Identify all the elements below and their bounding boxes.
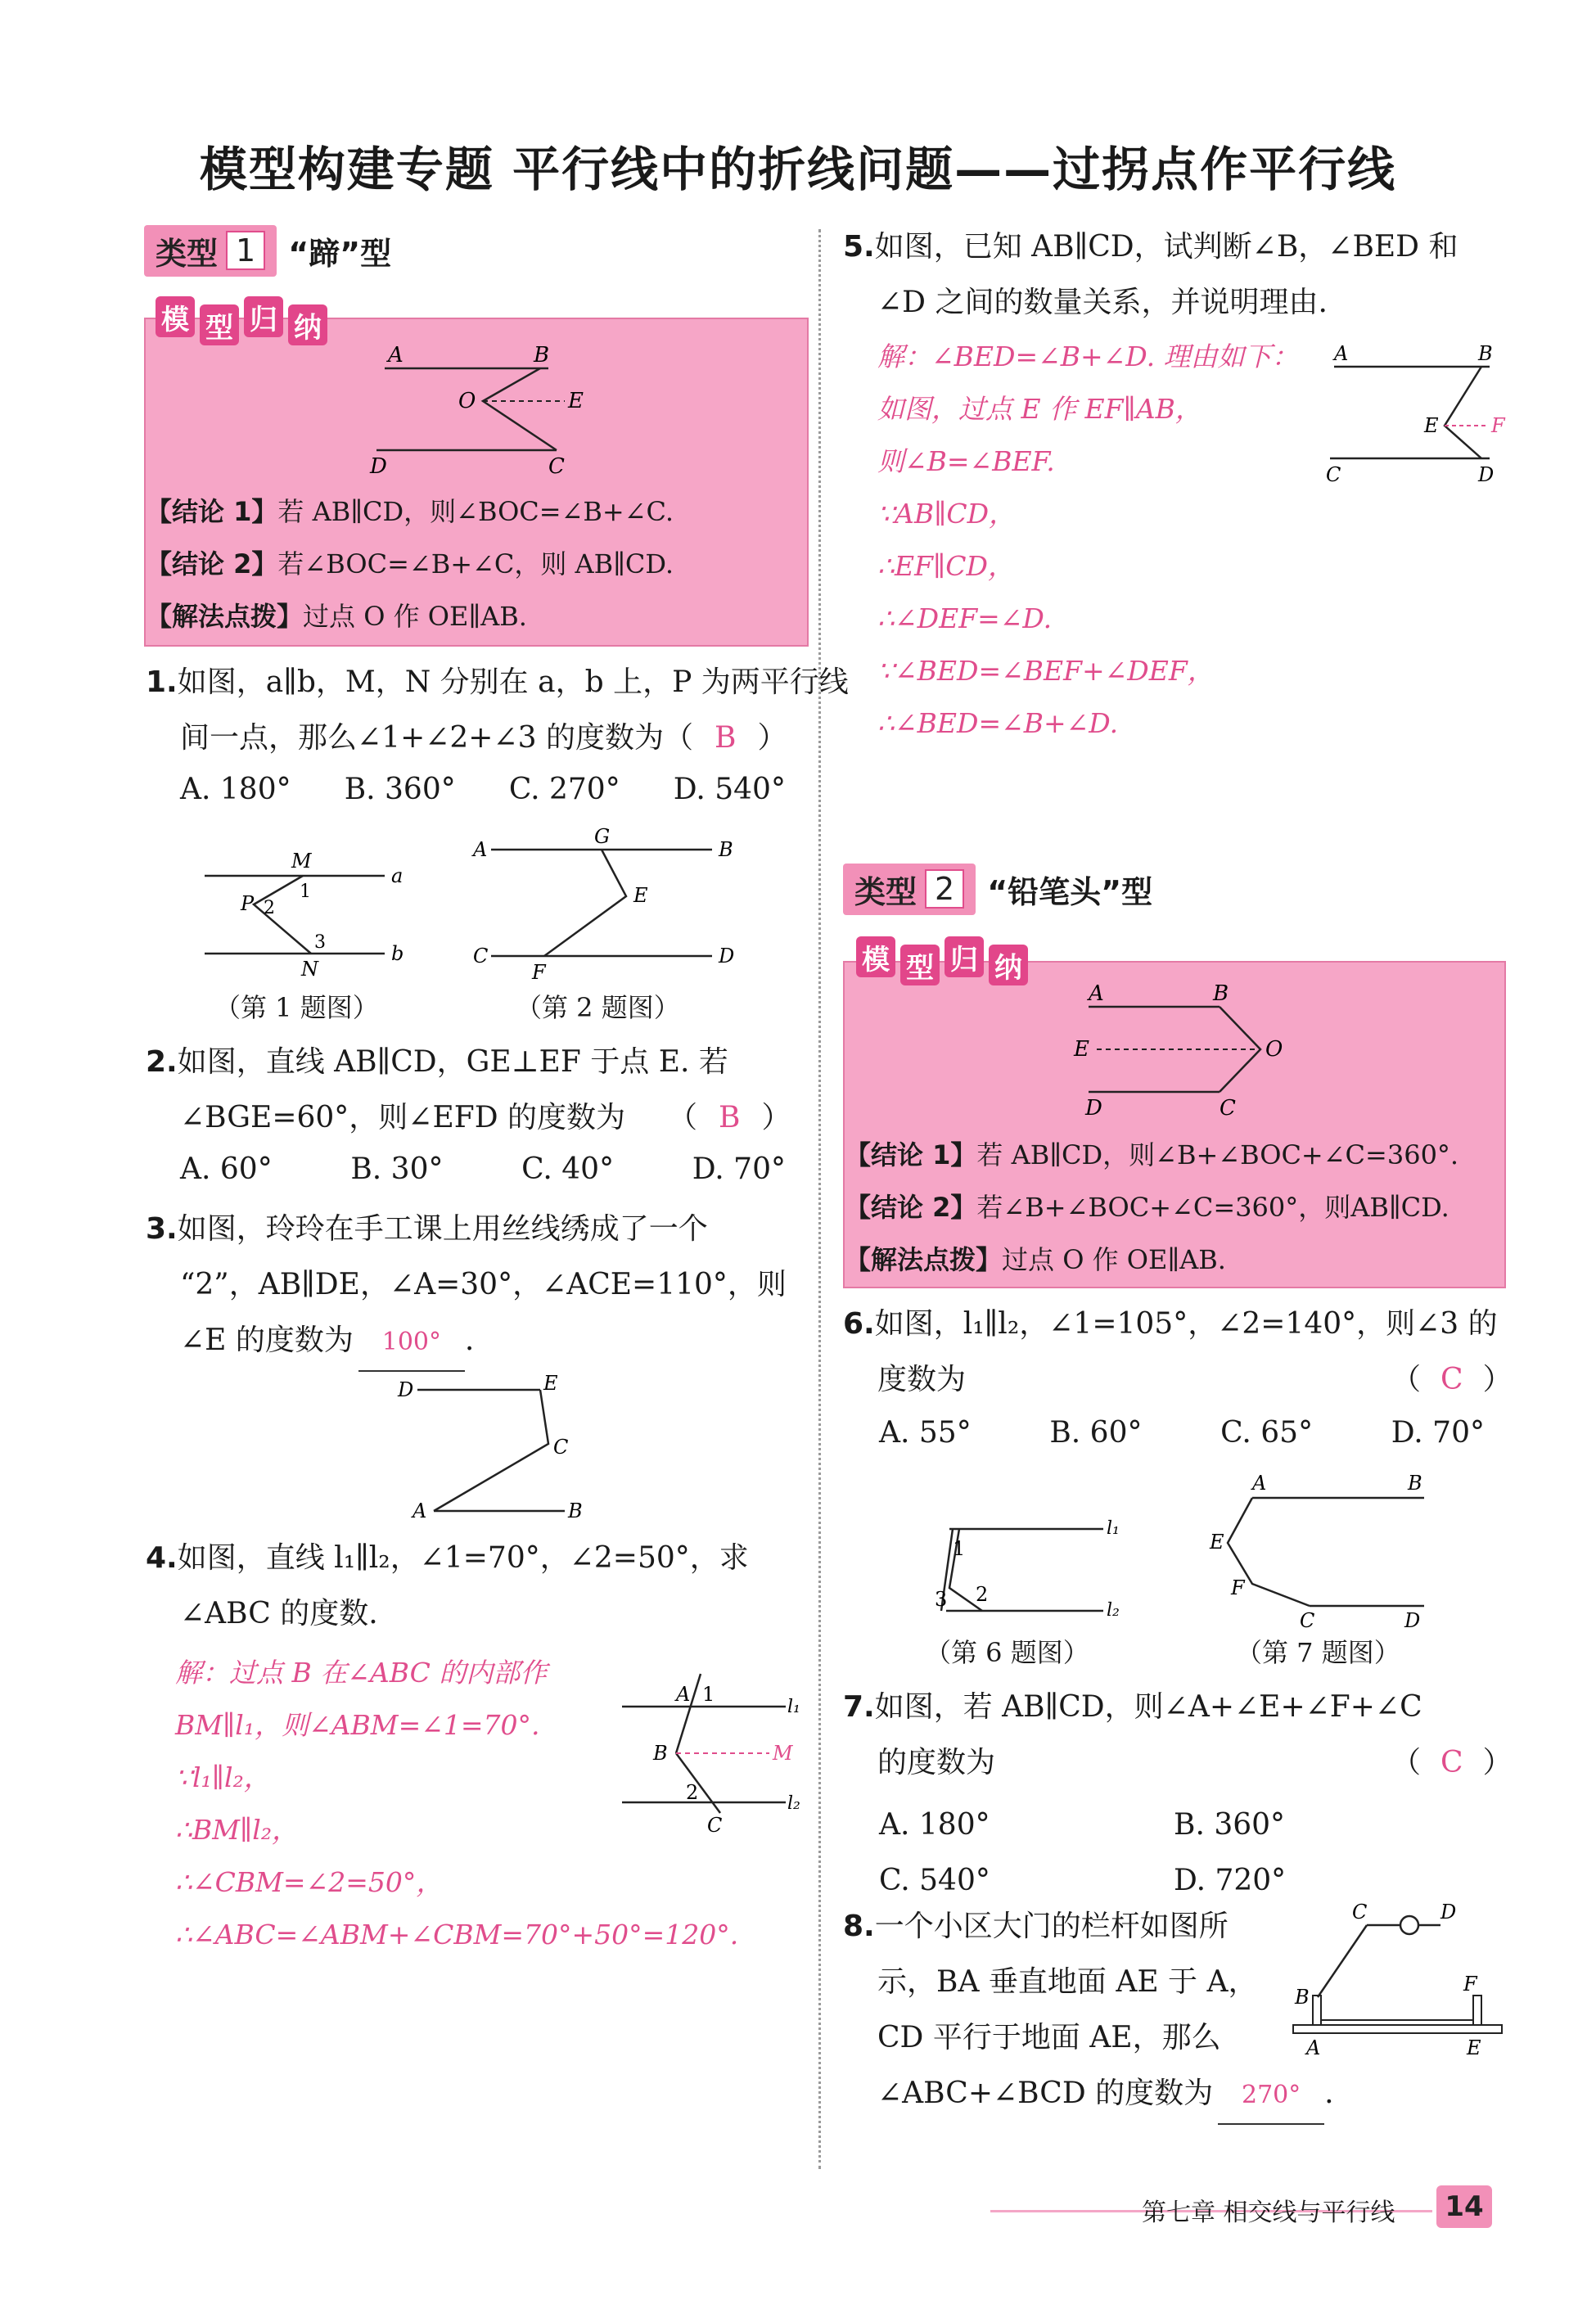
ground: [1293, 2025, 1502, 2033]
label-d: D: [1478, 463, 1495, 486]
conclusion-label: 【结论 1】: [845, 1139, 977, 1170]
question-text: “2”，AB∥DE，∠A=30°，∠ACE=110°，则: [180, 1268, 787, 1301]
question-number: 3.: [146, 1212, 178, 1246]
question-5: [843, 219, 1458, 331]
label-b: B: [534, 344, 550, 368]
punctuation: .: [464, 1324, 475, 1357]
label-d: D: [398, 1378, 414, 1401]
label-f: F: [1231, 1576, 1245, 1599]
label-a: A: [1334, 342, 1349, 365]
bracket: （: [668, 1101, 698, 1134]
label-m: M: [773, 1742, 793, 1765]
question-4: [146, 1531, 749, 1642]
label-a: A: [388, 344, 404, 368]
question-7-caption: （第 7 题图）: [1236, 1637, 1400, 1668]
label-c: C: [1300, 1609, 1315, 1629]
question-text: ∠E 的度数为: [180, 1324, 354, 1357]
label-l2: l₂: [787, 1793, 800, 1814]
label-b: B: [1408, 1472, 1422, 1495]
label-c: C: [553, 1436, 569, 1459]
label-d: D: [719, 945, 735, 967]
question-8-figure: [1277, 1899, 1539, 2063]
question-6-answer: [1391, 1352, 1513, 1408]
question-2: [146, 1035, 791, 1146]
type2-header: [843, 866, 1152, 912]
question-4-figure: [606, 1662, 810, 1842]
question-6-caption: （第 6 题图）: [925, 1637, 1089, 1668]
label-g: G: [594, 827, 611, 848]
option: D. 70°: [1391, 1416, 1485, 1450]
badge-char: 模: [856, 936, 895, 977]
solution-line: ∴∠ABC=∠ABM+∠CBM=70°+50°=120°.: [175, 1919, 739, 1950]
type2-tag: [843, 864, 976, 915]
label-a: A: [473, 838, 488, 861]
label-d: D: [1440, 1901, 1457, 1923]
label-m: M: [291, 850, 312, 873]
type1-header: [144, 228, 391, 273]
type1-name: “蹄”型: [288, 235, 392, 272]
solution-line: ∴∠DEF=∠D.: [877, 602, 1053, 634]
conclusion-text: 过点 O 作 OE∥AB.: [303, 601, 527, 632]
label-c: C: [1220, 1096, 1236, 1118]
punctuation: .: [1324, 2077, 1334, 2110]
badge-char: 型: [200, 304, 239, 345]
page-title: 模型构建专题 平行线中的折线问题——过拐点作平行线: [199, 142, 1397, 197]
label-f: F: [1491, 414, 1505, 437]
type2-method-tip: [845, 1239, 1226, 1277]
question-number: 6.: [843, 1307, 875, 1341]
solution-line: ∵l₁∥l₂，: [175, 1761, 271, 1793]
label-a: A: [1306, 2036, 1321, 2059]
type1-conclusion-2: [146, 543, 674, 581]
question-text: 一个小区大门的栏杆如图所: [874, 1910, 1229, 1943]
conclusion-label: 【结论 1】: [146, 496, 278, 527]
label-e: E: [568, 389, 584, 413]
solution-line: ∴EF∥CD，: [877, 550, 1015, 582]
angle-1: 1: [702, 1683, 715, 1706]
question-number: 1.: [146, 665, 178, 699]
type1-method-tip: [146, 596, 527, 634]
solution-line: BM∥l₁，则∠ABM=∠1=70°.: [175, 1709, 540, 1741]
solution-line: ∴∠BED=∠B+∠D.: [877, 707, 1119, 739]
label-o: O: [1265, 1037, 1283, 1062]
question-text: 如图，若 AB∥CD，则∠A+∠E+∠F+∠C: [874, 1690, 1422, 1724]
option: C. 40°: [521, 1152, 615, 1186]
page-number: 14: [1436, 2185, 1492, 2228]
bracket: ）: [1482, 1363, 1513, 1396]
option: A. 180°: [879, 1808, 990, 1842]
question-2-options: [180, 1152, 786, 1186]
type2-model-figure: [1064, 979, 1310, 1118]
question-number: 2.: [146, 1045, 178, 1079]
option: A. 180°: [180, 773, 291, 806]
angle-1: 1: [953, 1537, 966, 1560]
label-p: P: [241, 892, 255, 915]
solution-line: ∴∠CBM=∠2=50°，: [175, 1866, 444, 1898]
option: B. 360°: [1174, 1808, 1286, 1842]
question-3: [146, 1202, 787, 1372]
question-text: 的度数为: [877, 1746, 996, 1779]
option: C. 65°: [1220, 1416, 1314, 1450]
type2-tag-label: 类型: [854, 873, 917, 910]
label-l2: l₂: [1107, 1600, 1120, 1621]
question-7: [843, 1680, 1422, 1791]
type2-number: 2: [925, 869, 964, 909]
badge-char: 归: [945, 936, 984, 977]
solution-line: 解：过点 B 在∠ABC 的内部作: [175, 1657, 548, 1689]
polyline-bed: [1445, 367, 1481, 458]
bracket: ）: [757, 721, 787, 755]
bracket: （: [1391, 1363, 1422, 1396]
conclusion-text: 若 AB∥CD，则∠BOC=∠B+∠C.: [277, 496, 674, 527]
option: C. 540°: [879, 1864, 990, 1897]
footer-chapter: 第七章 相交线与平行线: [1142, 2199, 1395, 2227]
question-8: [843, 1899, 1334, 2125]
label-f: F: [1463, 1973, 1477, 1996]
conclusion-label: 【解法点拨】: [146, 601, 304, 632]
question-1: [146, 655, 849, 766]
type1-tag-label: 类型: [156, 235, 219, 272]
label-b: B: [1213, 981, 1229, 1006]
type2-model-badge: [856, 936, 1028, 985]
question-6-figure: [917, 1506, 1162, 1629]
question-text: 间一点，那么∠1+∠2+∠3 的度数为（: [180, 721, 693, 755]
angle-2: 2: [976, 1583, 989, 1606]
badge-char: 归: [244, 296, 283, 337]
label-e: E: [1424, 414, 1439, 437]
question-text: CD 平行于地面 AE，那么: [877, 2021, 1221, 2054]
question-text: 示，BA 垂直地面 AE 于 A，: [877, 1965, 1258, 1999]
question-text: ∠BGE=60°，则∠EFD 的度数为: [180, 1101, 626, 1134]
label-b: B: [653, 1742, 668, 1765]
question-1-options: [180, 773, 786, 806]
angle-3: 3: [314, 932, 326, 953]
label-d: D: [1404, 1609, 1421, 1629]
solution-line: 如图，过点 E 作 EF∥AB，: [877, 393, 1202, 425]
polyline-gef: [544, 850, 626, 956]
question-text: ∠ABC+∠BCD 的度数为: [877, 2077, 1214, 2110]
answer-blank: 270°: [1218, 2068, 1324, 2125]
badge-char: 型: [900, 945, 940, 985]
solution-line: 解：∠BED=∠B+∠D. 理由如下：: [877, 340, 1299, 372]
solution-line: ∵∠BED=∠BEF+∠DEF，: [877, 655, 1215, 687]
solution-line: ∴BM∥l₂，: [175, 1814, 300, 1846]
type2-name: “铅笔头”型: [987, 873, 1153, 910]
angle-3: 3: [935, 1588, 948, 1611]
label-b: B: [568, 1500, 583, 1522]
label-b: B: [1295, 1986, 1310, 2009]
question-2-caption: （第 2 题图）: [516, 992, 680, 1023]
label-l1: l₁: [1107, 1518, 1120, 1539]
question-text: 如图，已知 AB∥CD，试判断∠B，∠BED 和: [874, 230, 1458, 264]
question-text: ∠ABC 的度数.: [180, 1597, 378, 1630]
label-e: E: [1467, 2036, 1481, 2059]
question-6-options: [879, 1416, 1485, 1450]
answer: C: [1440, 1746, 1463, 1779]
label-c: C: [473, 945, 489, 967]
badge-char: 纳: [989, 945, 1028, 985]
question-number: 8.: [843, 1910, 875, 1943]
question-5-figure: [1318, 336, 1531, 491]
label-l1: l₁: [787, 1697, 800, 1717]
option: B. 30°: [350, 1152, 444, 1186]
answer: C: [1440, 1363, 1463, 1396]
post-left: [1313, 1996, 1321, 2025]
question-number: 4.: [146, 1541, 178, 1575]
solution-line: 则∠B=∠BEF.: [877, 445, 1055, 477]
question-1-figure: [196, 843, 426, 982]
label-d: D: [370, 454, 387, 475]
bracket: ）: [761, 1101, 791, 1134]
angle-2: 2: [686, 1781, 699, 1804]
badge-char: 纳: [288, 304, 327, 345]
label-e: E: [1074, 1037, 1089, 1062]
solution-line: ∵AB∥CD，: [877, 498, 1017, 530]
question-2-figure: [467, 827, 745, 982]
option: A. 55°: [879, 1416, 972, 1450]
post-right: [1473, 1996, 1481, 2025]
bracket: （: [1391, 1746, 1422, 1779]
type2-conclusion-1: [845, 1134, 1458, 1172]
polyline-eca: [434, 1390, 548, 1511]
polyline-boc: [483, 368, 557, 450]
option: D. 540°: [673, 773, 786, 806]
question-text: 如图，直线 l₁∥l₂，∠1=70°，∠2=50°，求: [177, 1541, 749, 1575]
label-n: N: [301, 958, 318, 981]
option: D. 70°: [692, 1152, 786, 1186]
question-7-answer: [1391, 1735, 1513, 1791]
angle-2: 2: [264, 898, 275, 918]
label-e: E: [543, 1372, 558, 1395]
question-text: 如图，l₁∥l₂，∠1=105°，∠2=140°，则∠3 的: [874, 1307, 1498, 1341]
option: B. 360°: [344, 773, 456, 806]
badge-char: 模: [156, 296, 195, 337]
type2-conclusion-2: [845, 1187, 1449, 1224]
question-3-figure: [393, 1372, 606, 1527]
label-c: C: [707, 1814, 723, 1837]
gate-wheel: [1400, 1916, 1418, 1934]
question-number: 5.: [843, 230, 875, 264]
type1-conclusion-1: [146, 491, 674, 529]
conclusion-text: 过点 O 作 OE∥AB.: [1002, 1244, 1226, 1275]
question-1-caption: （第 1 题图）: [214, 992, 379, 1023]
question-text: 如图，a∥b，M，N 分别在 a，b 上，P 为两平行线: [177, 665, 849, 699]
option: D. 720°: [1174, 1864, 1287, 1897]
label-o: O: [458, 389, 476, 413]
answer: B: [714, 721, 737, 755]
option: A. 60°: [180, 1152, 273, 1186]
type1-tag: [144, 225, 277, 277]
label-e: E: [633, 884, 648, 907]
bracket: ）: [1482, 1746, 1513, 1779]
question-text: 如图，玲玲在手工课上用丝线绣成了一个: [177, 1212, 708, 1246]
type1-model-figure: [360, 344, 606, 475]
question-text: 度数为: [877, 1363, 967, 1396]
conclusion-label: 【结论 2】: [146, 548, 278, 580]
label-a: A: [1089, 981, 1104, 1006]
label-b: B: [1478, 342, 1493, 365]
conclusion-label: 【结论 2】: [845, 1192, 977, 1223]
answer: B: [719, 1101, 741, 1134]
label-b: B: [719, 838, 733, 861]
answer-blank: 100°: [358, 1315, 465, 1372]
segment-bc: [1318, 1925, 1367, 1997]
question-7-figure: [1203, 1465, 1449, 1629]
option: C. 270°: [508, 773, 620, 806]
label-c: C: [1326, 463, 1341, 486]
type1-number: 1: [226, 231, 265, 270]
option: B. 60°: [1049, 1416, 1143, 1450]
label-e: E: [1210, 1531, 1224, 1554]
angle-1: 1: [300, 882, 311, 902]
label-a: a: [391, 864, 404, 887]
label-c: C: [548, 454, 565, 475]
label-d: D: [1085, 1096, 1102, 1118]
question-5-solution: [877, 331, 1299, 750]
conclusion-text: 若 AB∥CD，则∠B+∠BOC+∠C=360°.: [976, 1139, 1459, 1170]
label-a: A: [413, 1500, 427, 1522]
column-divider: [818, 229, 821, 2169]
label-a: A: [1252, 1472, 1267, 1495]
label-c: C: [1352, 1901, 1368, 1923]
conclusion-text: 若∠BOC=∠B+∠C，则 AB∥CD.: [277, 548, 674, 580]
label-b: b: [391, 942, 404, 965]
conclusion-text: 若∠B+∠BOC+∠C=360°，则AB∥CD.: [976, 1192, 1449, 1223]
label-f: F: [532, 961, 546, 982]
question-number: 7.: [843, 1690, 875, 1724]
conclusion-label: 【解法点拨】: [845, 1244, 1003, 1275]
label-a: A: [676, 1683, 691, 1706]
question-text: ∠D 之间的数量关系，并说明理由.: [877, 286, 1328, 319]
question-text: 如图，直线 AB∥CD，GE⊥EF 于点 E. 若: [177, 1045, 728, 1079]
type1-model-badge: [156, 296, 327, 345]
question-7-options: [879, 1797, 1321, 1909]
